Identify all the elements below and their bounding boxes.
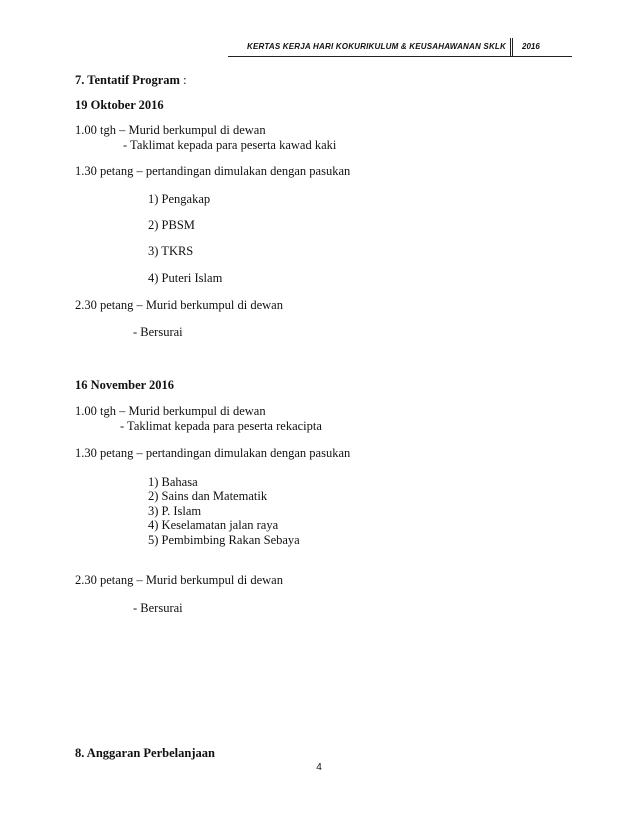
day1-line3: 2.30 petang – Murid berkumpul di dewan (75, 298, 283, 312)
header-separator (512, 38, 513, 57)
section-7-heading-suffix: : (179, 73, 187, 87)
section-heading (75, 73, 187, 88)
day2-line1-sub: - Taklimat kepada para peserta rekacipta (120, 419, 322, 433)
day2-line3-sub: - Bersurai (133, 601, 183, 615)
day1-line1-sub: - Taklimat kepada para peserta kawad kaki (123, 138, 337, 152)
day1-line2: 1.30 petang – pertandingan dimulakan dengan pasukan (75, 164, 351, 178)
header-rule (228, 56, 572, 57)
day2-item: 1) Bahasa (148, 475, 198, 489)
day1-line3-sub: - Bersurai (133, 325, 183, 339)
day2-item: 3) P. Islam (148, 504, 202, 518)
day1-date: 19 Oktober 2016 (75, 98, 164, 112)
page-header (0, 38, 638, 58)
day1-line1: 1.00 tgh – Murid berkumpul di dewan (75, 123, 266, 137)
day2-date: 16 November 2016 (75, 378, 175, 392)
header-year: 2016 (522, 42, 540, 51)
page-number: 4 (316, 762, 322, 773)
day2-line2: 1.30 petang – pertandingan dimulakan dengan pasukan (75, 446, 351, 460)
day2-item: 5) Pembimbing Rakan Sebaya (148, 533, 300, 547)
section-7-heading: 7. Tentatif Program (75, 73, 180, 87)
day2-item: 4) Keselamatan jalan raya (148, 518, 279, 532)
day1-item: 3) TKRS (148, 244, 194, 258)
day1-item: 4) Puteri Islam (148, 271, 223, 285)
day2-line3: 2.30 petang – Murid berkumpul di dewan (75, 573, 283, 587)
day1-item: 1) Pengakap (148, 192, 211, 206)
day2-line1: 1.00 tgh – Murid berkumpul di dewan (75, 404, 266, 418)
header-title: KERTAS KERJA HARI KOKURIKULUM & KEUSAHAWANAN SKLK (247, 42, 506, 51)
header-separator (510, 38, 511, 57)
day1-item: 2) PBSM (148, 218, 195, 232)
section-8-heading: 8. Anggaran Perbelanjaan (75, 746, 215, 760)
day2-item: 2) Sains dan Matematik (148, 489, 268, 503)
